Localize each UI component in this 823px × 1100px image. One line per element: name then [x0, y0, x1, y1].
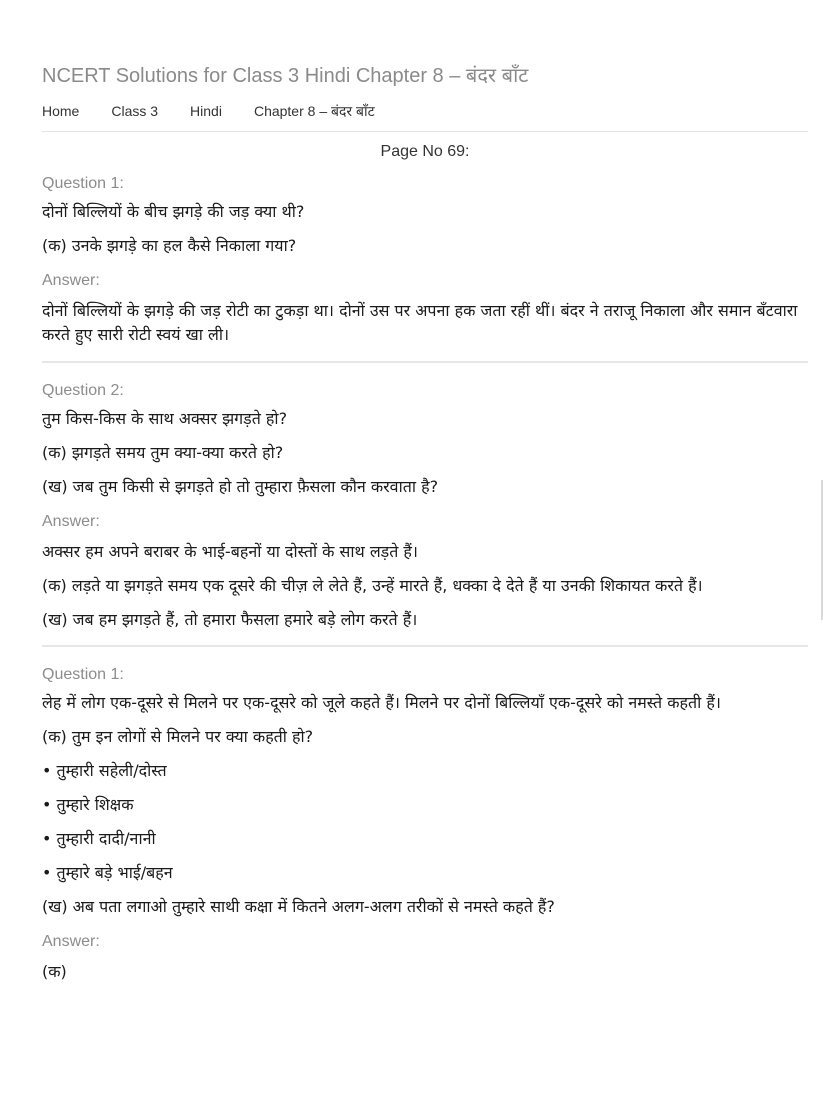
question-label: Question 1:: [42, 666, 124, 683]
answer-label: Answer:: [42, 933, 100, 950]
question-bullet: • तुम्हारी दादी/नानी: [42, 829, 156, 848]
qa-block: [42, 645, 808, 983]
question-bullet: • तुम्हारे शिक्षक: [42, 795, 134, 814]
qa-block: [42, 361, 808, 631]
question-line: (ख) जब तुम किसी से झगड़ते हो तो तुम्हारा फ़ैसला कौन करवाता है?: [42, 477, 439, 496]
answer-label: Answer:: [42, 272, 100, 289]
question-bullet: • तुम्हारी सहेली/दोस्त: [42, 761, 167, 780]
question-line: (क) झगड़ते समय तुम क्या-क्या करते हो?: [42, 443, 284, 462]
breadcrumb-home-link[interactable]: Home: [42, 103, 80, 119]
question-line: दोनों बिल्लियों के बीच झगड़े की जड़ क्या थी?: [42, 202, 305, 221]
question-line: लेह में लोग एक-दूसरे से मिलने पर एक-दूसरे को जूले कहते हैं। मिलने पर दोनों बिल्लियाँ एक-दूसरे को नमस्ते कहती हैं।: [42, 693, 721, 712]
breadcrumb-chapter-link[interactable]: Chapter 8 – बंदर बाँट: [253, 103, 375, 119]
question-line: तुम किस-किस के साथ अक्सर झगड़ते हो?: [42, 409, 288, 428]
qa-block: [42, 162, 808, 347]
breadcrumb-subject-link[interactable]: Hindi: [190, 103, 222, 119]
answer-line: (क) लड़ते या झगड़ते समय एक दूसरे की चीज़ ले लेते हैं, उन्हें मारते हैं, धक्का दे देते हैं या उनकी शिकायत करते हैं।: [42, 576, 703, 595]
answer-line: दोनों बिल्लियों के झगड़े की जड़ रोटी का टुकड़ा था। दोनों उस पर अपना हक जता रहीं थीं। बंदर ने तराजू निकाला और समान बँटवारा करते हुए सारी रोटी स्वयं खा ली।: [42, 301, 798, 344]
breadcrumb-class-link[interactable]: Class 3: [111, 103, 159, 119]
page-title: NCERT Solutions for Class 3 Hindi Chapter 8 – बंदर बाँट: [42, 65, 529, 87]
answer-line: (ख) जब हम झगड़ते हैं, तो हमारा फैसला हमारे बड़े लोग करते हैं।: [42, 610, 418, 629]
question-label: Question 2:: [42, 382, 124, 399]
question-bullet: • तुम्हारे बड़े भाई/बहन: [42, 863, 173, 882]
page-number-heading: Page No 69:: [380, 143, 470, 160]
answer-line: (क): [42, 962, 67, 981]
question-line: (क) तुम इन लोगों से मिलने पर क्या कहती हो?: [42, 727, 314, 746]
question-line: (क) उनके झगड़े का हल कैसे निकाला गया?: [42, 236, 297, 255]
question-line: (ख) अब पता लगाओ तुम्हारे साथी कक्षा में कितने अलग-अलग तरीकों से नमस्ते कहते हैं?: [42, 897, 555, 916]
answer-line: अक्सर हम अपने बराबर के भाई-बहनों या दोस्तों के साथ लड़ते हैं।: [42, 542, 418, 561]
question-label: Question 1:: [42, 175, 124, 192]
page-content: [42, 60, 808, 994]
breadcrumb: [42, 102, 808, 132]
answer-label: Answer:: [42, 513, 100, 530]
